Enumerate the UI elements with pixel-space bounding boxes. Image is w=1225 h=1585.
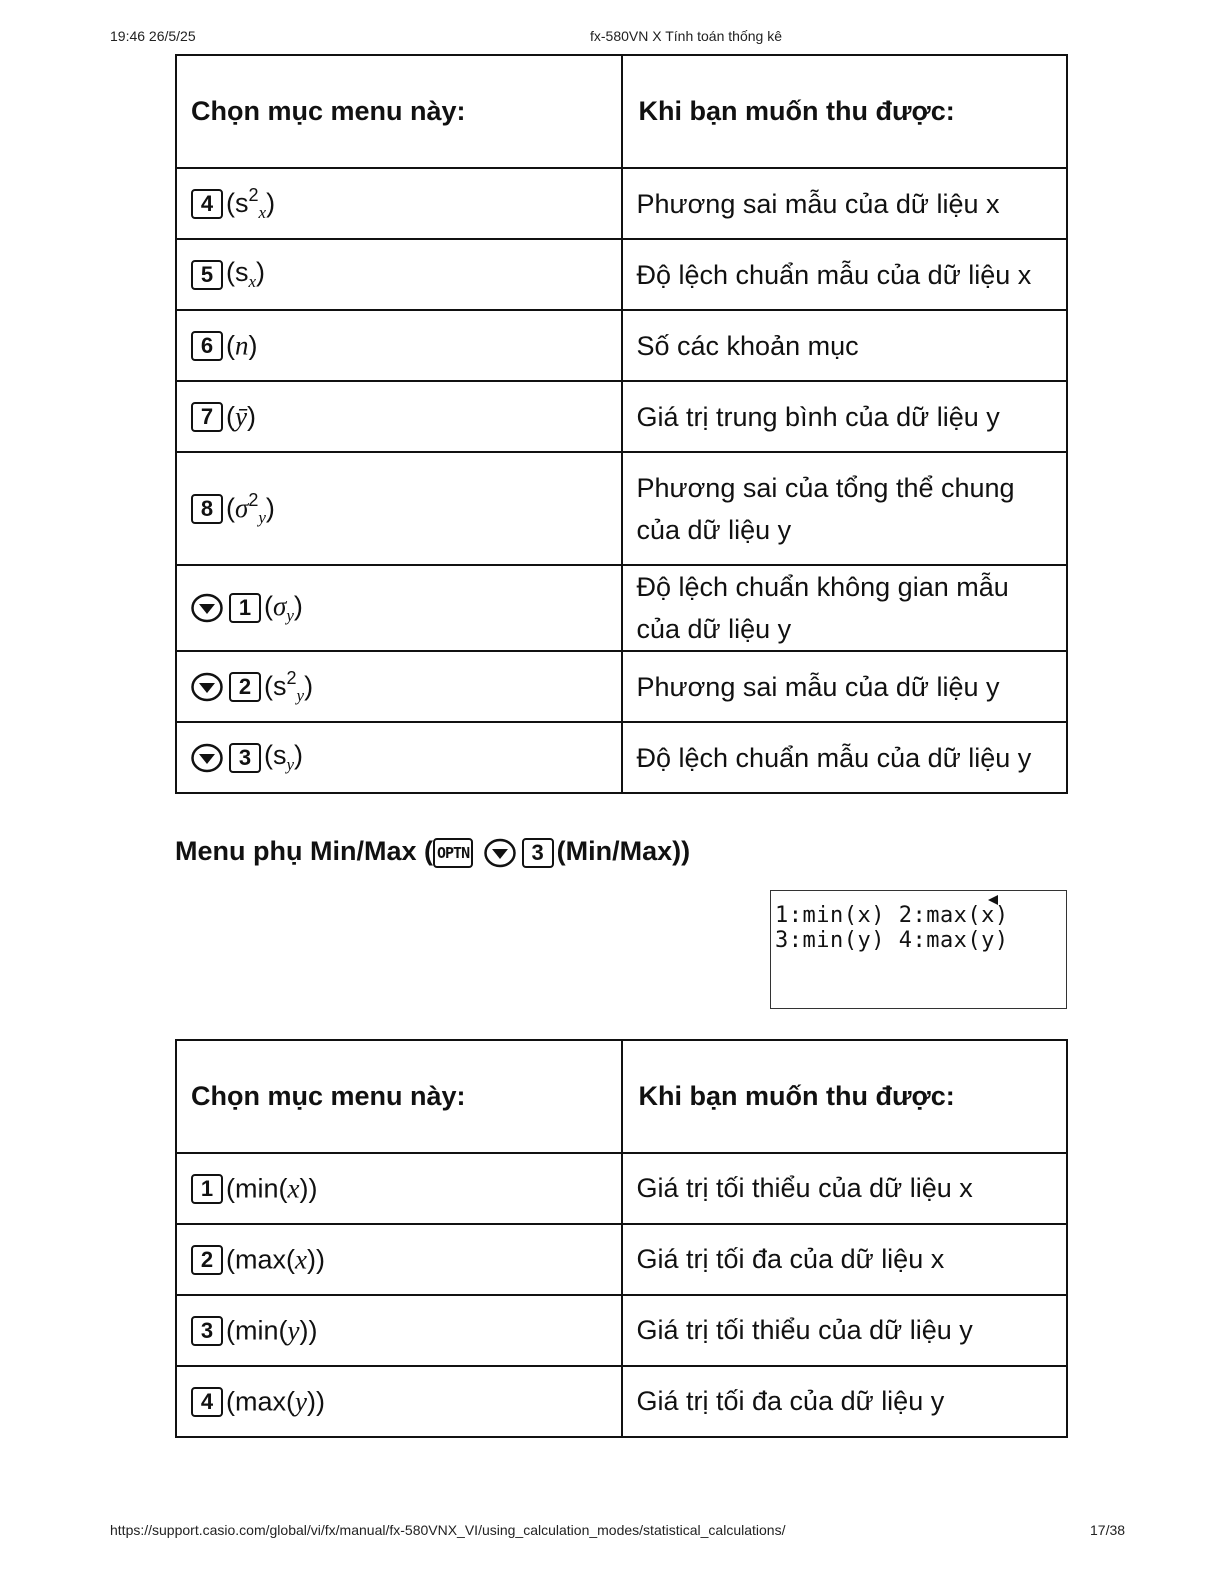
result-description-cell: Giá trị trung bình của dữ liệu y	[622, 381, 1068, 452]
down-arrow-key-icon	[191, 671, 223, 703]
stat-symbol	[226, 257, 266, 291]
paren-open: (	[278, 1173, 288, 1204]
table-row	[176, 1153, 1067, 1224]
table-header-row	[176, 1040, 1067, 1153]
stat-symbol	[264, 667, 314, 705]
table-row	[176, 381, 1067, 452]
stat-symbol	[264, 590, 303, 625]
min-max-menu-table	[175, 1039, 1068, 1438]
menu-item-cell	[176, 452, 622, 565]
table-row	[176, 565, 1067, 651]
result-description-cell: Giá trị tối đa của dữ liệu y	[622, 1366, 1068, 1437]
symbol-superscript: 2	[248, 184, 259, 205]
function-name: min	[235, 1173, 279, 1204]
symbol-superscript: 2	[286, 667, 297, 688]
key-5-icon: 5	[191, 260, 223, 290]
symbol-superscript: 2	[248, 489, 259, 510]
result-description-cell: Giá trị tối thiểu của dữ liệu x	[622, 1153, 1068, 1224]
key-6-icon: 6	[191, 331, 223, 361]
paren-open: (	[226, 1315, 235, 1346]
paren-open: (	[278, 1315, 288, 1346]
key-3-icon: 3	[229, 743, 261, 773]
table-row	[176, 722, 1067, 793]
down-arrow-key-icon	[191, 742, 223, 774]
symbol-subscript: y	[258, 507, 266, 527]
lcd-line-2: 3:min(y) 4:max(y)	[775, 928, 1009, 953]
function-label	[226, 1245, 325, 1275]
table-row	[176, 310, 1067, 381]
paren-open: (	[226, 1173, 235, 1204]
function-name: max	[235, 1244, 287, 1275]
key-2-icon: 2	[229, 672, 261, 702]
symbol-subscript: x	[258, 202, 267, 222]
table-row	[176, 239, 1067, 310]
symbol-variable: n	[235, 330, 249, 361]
symbol-close: )	[266, 187, 276, 218]
symbol-close: )	[248, 330, 258, 361]
paren-open: (	[226, 1386, 235, 1417]
column-header-result: Khi bạn muốn thu được:	[622, 55, 1068, 168]
symbol-open: (s	[226, 257, 249, 287]
symbol-open: (	[226, 492, 235, 523]
key-2-icon: 2	[191, 1245, 223, 1275]
menu-item-cell	[176, 239, 622, 310]
column-header-result: Khi bạn muốn thu được:	[622, 1040, 1068, 1153]
column-header-menu-item: Chọn mục menu này:	[176, 1040, 622, 1153]
function-name: max	[235, 1386, 287, 1417]
key-7-icon: 7	[191, 402, 223, 432]
down-arrow-key-icon	[191, 592, 223, 624]
symbol-subscript: x	[248, 272, 257, 291]
symbol-open: (s	[264, 670, 287, 701]
menu-item-cell	[176, 310, 622, 381]
key-1-icon: 1	[191, 1174, 223, 1204]
symbol-close: )	[293, 590, 303, 621]
paren-open: (	[226, 1244, 235, 1275]
calculator-lcd-screen	[770, 890, 1067, 1009]
table-row	[176, 1295, 1067, 1366]
section-heading	[175, 836, 690, 869]
paren-close: ))	[299, 1173, 318, 1204]
symbol-subscript: y	[296, 685, 305, 705]
menu-item-cell	[176, 722, 622, 793]
result-description-cell: Độ lệch chuẩn mẫu của dữ liệu y	[622, 722, 1068, 793]
symbol-close: )	[294, 740, 304, 770]
section-title-pre: Menu phụ Min/Max (	[175, 836, 433, 866]
paren-open: (	[286, 1386, 296, 1417]
function-name: min	[235, 1315, 279, 1346]
print-url: https://support.casio.com/global/vi/fx/manual/fx-580VNX_VI/using_calculation_modes/statistical_calculations/	[110, 1522, 786, 1538]
symbol-open: (	[226, 330, 235, 361]
stat-symbol	[264, 740, 304, 774]
symbol-open: (s	[264, 740, 287, 770]
result-description-cell: Phương sai mẫu của dữ liệu y	[622, 651, 1068, 722]
menu-item-cell	[176, 1295, 622, 1366]
stat-symbol	[226, 331, 258, 361]
key-8-icon: 8	[191, 494, 223, 524]
column-header-menu-item: Chọn mục menu này:	[176, 55, 622, 168]
table-row	[176, 1224, 1067, 1295]
function-variable: y	[287, 1315, 300, 1346]
symbol-close: )	[246, 401, 256, 432]
function-variable: x	[295, 1244, 307, 1275]
key-4-icon: 4	[191, 1387, 223, 1417]
result-description-cell: Độ lệch chuẩn mẫu của dữ liệu x	[622, 239, 1068, 310]
symbol-subscript: y	[286, 755, 295, 774]
function-label	[226, 1174, 317, 1204]
key-3-icon: 3	[191, 1316, 223, 1346]
menu-item-cell	[176, 651, 622, 722]
symbol-variable: ȳ	[235, 401, 247, 432]
symbol-close: )	[304, 670, 314, 701]
menu-item-cell	[176, 381, 622, 452]
optn-key-icon: OPTN	[433, 838, 473, 868]
print-title: fx-580VN X Tính toán thống kê	[590, 28, 782, 44]
lcd-line-1: 1:min(x) 2:max(x)	[775, 903, 1009, 928]
symbol-variable: σ	[273, 590, 287, 621]
paren-close: ))	[307, 1244, 325, 1275]
result-description-cell: Phương sai mẫu của dữ liệu x	[622, 168, 1068, 239]
table-header-row	[176, 55, 1067, 168]
key-1-icon: 1	[229, 593, 261, 623]
symbol-open: (	[226, 401, 235, 432]
page-number: 17/38	[1090, 1522, 1126, 1538]
function-label	[226, 1387, 325, 1417]
stat-symbol	[226, 402, 256, 432]
symbol-close: )	[265, 492, 275, 523]
menu-item-cell	[176, 1366, 622, 1437]
menu-item-cell	[176, 1153, 622, 1224]
table-row	[176, 452, 1067, 565]
menu-item-cell	[176, 565, 622, 651]
result-description-cell: Giá trị tối thiểu của dữ liệu y	[622, 1295, 1068, 1366]
paren-open: (	[286, 1244, 296, 1275]
result-description-cell: Giá trị tối đa của dữ liệu x	[622, 1224, 1068, 1295]
menu-item-cell	[176, 168, 622, 239]
paren-close: ))	[299, 1315, 318, 1346]
symbol-open: (s	[226, 187, 249, 218]
result-description-cell: Phương sai của tổng thể chung của dữ liệu y	[622, 452, 1068, 565]
statistics-menu-table	[175, 54, 1068, 794]
section-title-post: (Min/Max))	[556, 836, 691, 866]
symbol-close: )	[256, 257, 266, 287]
function-variable: y	[295, 1386, 307, 1417]
function-label	[226, 1316, 317, 1346]
key-3-icon: 3	[522, 838, 554, 868]
symbol-open: (	[264, 590, 273, 621]
down-arrow-key-icon	[484, 837, 516, 869]
paren-close: ))	[307, 1386, 325, 1417]
key-4-icon: 4	[191, 189, 223, 219]
symbol-subscript: y	[286, 605, 294, 625]
stat-symbol	[226, 489, 275, 527]
menu-item-cell	[176, 1224, 622, 1295]
result-description-cell: Độ lệch chuẩn không gian mẫu của dữ liệu y	[622, 565, 1068, 651]
table-row	[176, 168, 1067, 239]
symbol-variable: σ	[235, 492, 249, 523]
table-row	[176, 651, 1067, 722]
result-description-cell: Số các khoản mục	[622, 310, 1068, 381]
function-variable: x	[287, 1173, 300, 1204]
print-datetime: 19:46 26/5/25	[110, 28, 196, 44]
stat-symbol	[226, 184, 276, 222]
table-row	[176, 1366, 1067, 1437]
